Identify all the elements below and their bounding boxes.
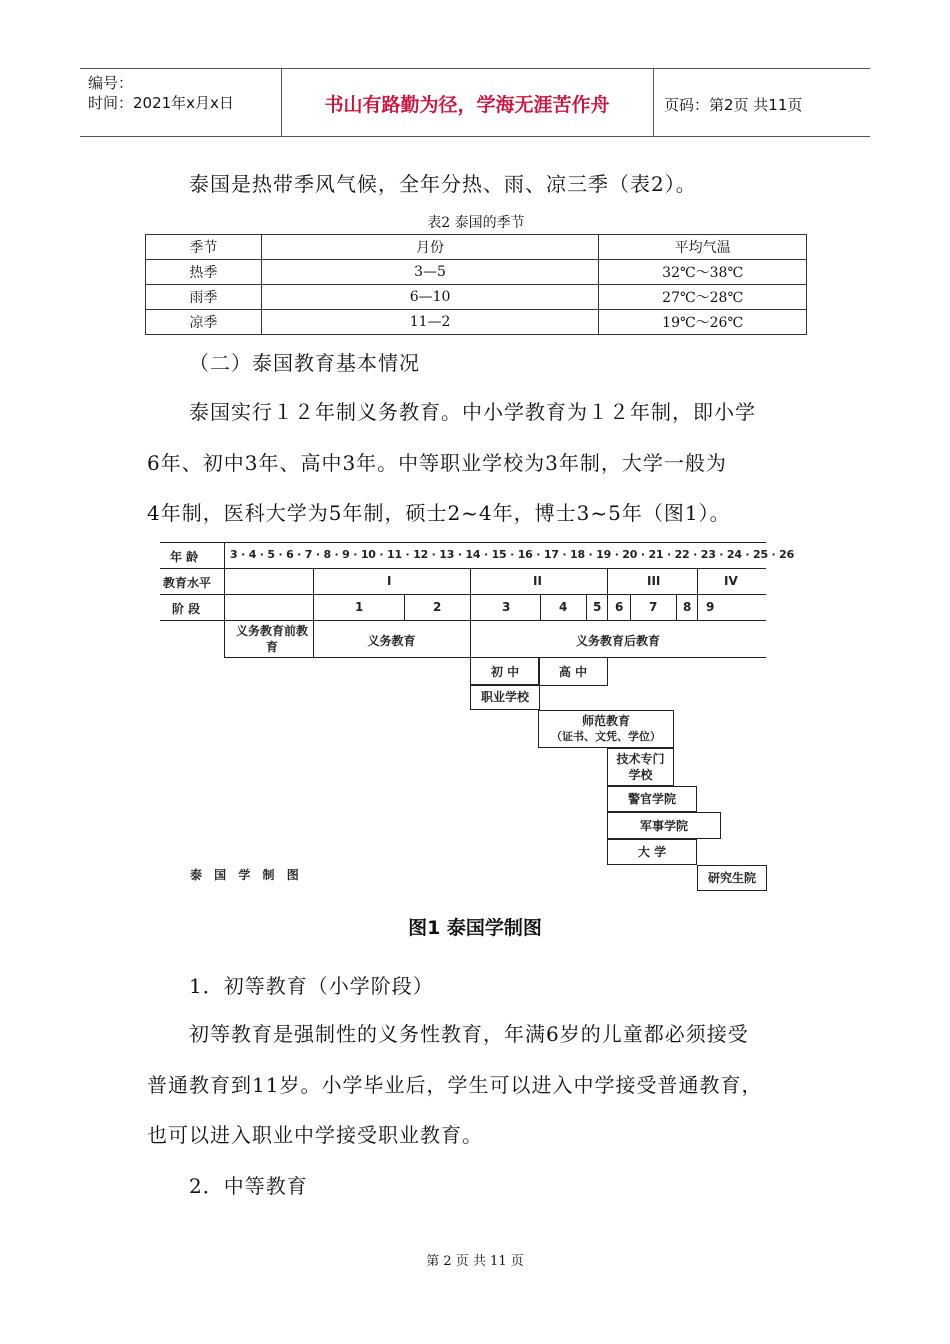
military-academy-box: 军事学院: [607, 812, 721, 839]
header-time-label: 时间：2021年x月x日: [88, 94, 234, 112]
paragraph-line: 4年制，医科大学为5年制，硕士2~4年，博士3~5年（图1）。: [147, 501, 731, 525]
header-code-label: 编号：: [88, 74, 134, 92]
table-cell: 6—10: [261, 285, 598, 310]
stage-row-label: 阶 段: [172, 602, 201, 616]
stage-label: 9: [706, 600, 715, 614]
item2-heading: 2．中等教育: [189, 1174, 308, 1198]
table-cell: 3—5: [261, 260, 598, 285]
table-caption: 表2 泰国的季节: [427, 215, 525, 231]
stage-label: 7: [649, 600, 658, 614]
teacher-education-box: [538, 710, 674, 748]
paragraph-line: 也可以进入职业中学接受职业教育。: [147, 1123, 483, 1147]
junior-high-box: 初 中: [470, 657, 540, 686]
table-header-cell: 月份: [261, 235, 598, 260]
compulsory-label: 义务教育: [367, 634, 416, 648]
vocational-school-box: 职业学校: [470, 684, 540, 710]
header-motto: 书山有路勤为径，学海无涯苦作舟: [324, 94, 610, 116]
stage-label: 5: [593, 600, 602, 614]
table-cell: 雨季: [146, 285, 262, 310]
stage-label: 4: [559, 600, 568, 614]
table-cell: 32℃～38℃: [599, 260, 807, 285]
paragraph-line: 初等教育是强制性的义务性教育，年满6岁的儿童都必须接受: [189, 1022, 749, 1046]
paragraph-line: 泰国实行１２年制义务教育。中小学教育为１２年制，即小学: [189, 400, 756, 424]
stage-label: 1: [355, 600, 364, 614]
table-cell: 11—2: [261, 310, 598, 335]
level-label: I: [387, 574, 392, 588]
stage-label: 3: [502, 600, 511, 614]
diagram-inner-caption: 泰 国 学 制 图: [190, 868, 303, 882]
university-box: 大 学: [607, 839, 697, 865]
level-label: IV: [724, 574, 738, 588]
section-heading: （二）泰国教育基本情况: [189, 351, 420, 375]
age-scale: 3 · 4 · 5 · 6 · 7 · 8 · 9 · 10 · 11 · 12 · 13 · 14 · 15 · 16 · 17 · 18 · 19 · 20 · 21 · 22 · 23 · 24 · 25 · 26: [230, 548, 795, 561]
figure-caption: 图1 泰国学制图: [408, 917, 542, 939]
senior-high-box: 高 中: [538, 657, 608, 686]
police-academy-box: 警官学院: [607, 786, 697, 812]
teacher-education-title: 师范教育: [581, 714, 630, 728]
level-label: III: [647, 574, 661, 588]
table-cell: 27℃～28℃: [599, 285, 807, 310]
table-cell: 19℃～26℃: [599, 310, 807, 335]
stage-label: 6: [615, 600, 624, 614]
paragraph-line: 6年、初中3年、高中3年。中等职业学校为3年制，大学一般为: [147, 451, 727, 475]
technical-school-box: 技术专门学校: [607, 748, 674, 786]
page-footer: 第 2 页 共 11 页: [426, 1254, 524, 1269]
paragraph-line: 普通教育到11岁。小学毕业后，学生可以进入中学接受普通教育，: [147, 1073, 763, 1097]
intro-paragraph: 泰国是热带季风气候，全年分热、雨、凉三季（表2）。: [189, 172, 697, 196]
pre-compulsory-label: 义务教育前教育: [235, 624, 308, 654]
stage-label: 8: [683, 600, 692, 614]
header-page-label: 页码：第2页 共11页: [664, 96, 803, 114]
stage-label: 2: [433, 600, 442, 614]
graduate-school-box: 研究生院: [697, 865, 767, 891]
level-label: II: [533, 574, 542, 588]
table-cell: 凉季: [146, 310, 262, 335]
level-row-label: 教育水平: [163, 576, 212, 590]
item1-heading: 1．初等教育（小学阶段）: [189, 974, 434, 998]
table-cell: 热季: [146, 260, 262, 285]
teacher-education-qualifications: （证书、文凭、学位）: [551, 730, 661, 743]
age-row-label: 年 龄: [170, 550, 199, 564]
post-compulsory-label: 义务教育后教育: [575, 634, 660, 648]
table-header-cell: 平均气温: [599, 235, 807, 260]
table-header-cell: 季节: [146, 235, 262, 260]
